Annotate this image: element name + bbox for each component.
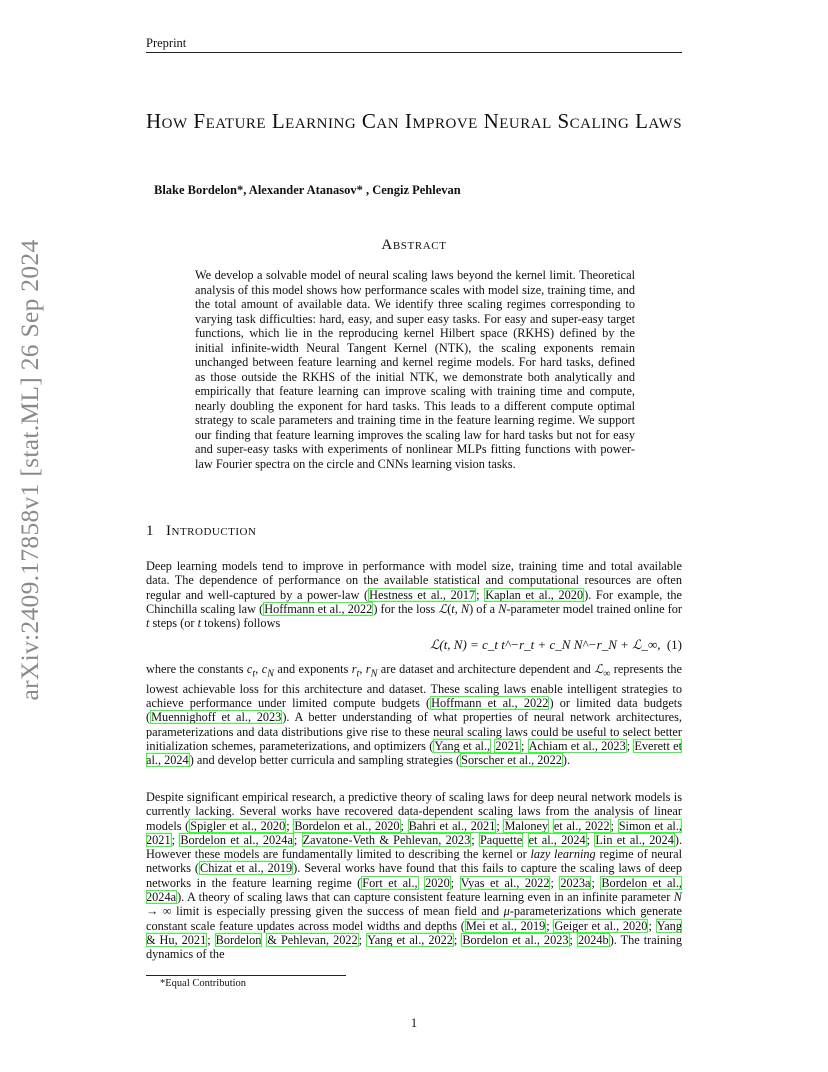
citation-link[interactable]: Yang et al., [434, 738, 491, 753]
citation-link[interactable]: Bordelon et al., 2024a [180, 832, 293, 847]
citation-link[interactable]: Paquette [479, 832, 523, 847]
footnote-rule [146, 975, 346, 976]
section-number: 1 [146, 523, 154, 539]
equation-number: (1) [666, 637, 682, 652]
section-heading [146, 523, 256, 540]
citation-link[interactable]: 2024b [577, 932, 609, 947]
equation-formula: ℒ(t, N) = c_t t^−r_t + c_N N^−r_N + ℒ_∞, [430, 637, 661, 652]
citation-link[interactable]: Vyas et al., 2022 [460, 875, 550, 890]
citation-link[interactable]: & Pehlevan, 2022 [267, 932, 358, 947]
intro-paragraph-1: Deep learning models tend to improve in performance with model size, training time and total available data. The dependence of performance on the available statistical and computational resources are often regular and well-captured by a power-law (Hestness et al., 2017; Kaplan et al., 2020). For example, the Chinchilla scaling law (Hoffmann et al., 2022) for the loss ℒ(t, N) of a N-parameter model trained online for t steps (or t tokens) follows [146, 559, 683, 631]
citation-link[interactable]: Sorscher et al., 2022 [461, 753, 562, 768]
citation-link[interactable]: Yang & Hu, 2021 [146, 918, 682, 947]
citation-link[interactable]: Bahri et al., 2021 [408, 818, 496, 833]
author-list: Blake Bordelon*, Alexander Atanasov* , Cengiz Pehlevan [154, 183, 461, 197]
citation-link[interactable]: Mei et al., 2019 [465, 918, 546, 933]
intro-paragraph-3: Despite significant empirical research, a predictive theory of scaling laws for deep neural network models is currently lacking. Several works have recovered data-dependent scaling laws from the analysis of linear models (Spigler et al., 2020; Bordelon et al., 2020; Bahri et al., 2021; Maloney et al., 2022; Simon et al., 2021; Bordelon et al., 2024a; Zavatone-Veth & Pehlevan, 2023; Paquette et al., 2024; Lin et al., 2024). However these models are fundamentally limited to describing the kernel or lazy learning regime of neural networks (Chizat et al., 2019). Several works have found that this fails to capture the scaling laws of deep networks in the feature learning regime (Fort et al., 2020; Vyas et al., 2022; 2023a; Bordelon et al., 2024a). A theory of scaling laws that can capture consistent feature learning even in an infinite parameter N → ∞ limit is especially pressing given the success of mean field and μ-parameterizations which generate constant scale feature updates across model widths and depths (Mei et al., 2019; Geiger et al., 2020; Yang & Hu, 2021; Bordelon & Pehlevan, 2022; Yang et al., 2022; Bordelon et al., 2023; 2024b). The training dynamics of the [146, 790, 683, 962]
citation-link[interactable]: Kaplan et al., 2020 [485, 587, 584, 602]
citation-link[interactable]: 2023a [560, 875, 591, 890]
citation-link[interactable]: Lin et al., 2024 [595, 832, 674, 847]
citation-link[interactable]: 2020 [425, 875, 450, 890]
equation-1 [146, 637, 682, 655]
footnote: *Equal Contribution [160, 978, 247, 989]
page-number: 1 [410, 1016, 418, 1030]
arxiv-identifier: arXiv:2409.17858v1 [stat.ML] 26 Sep 2024 [15, 239, 44, 701]
intro-paragraph-2: where the constants $c_t$, $c_N$ and exponents $r_t$, $r_N$ are dataset and architecture dependent and ℒ$_\infty$ represents the lowest achievable loss for this architecture and dataset. These scaling laws enable intelligent strategies to achieve performance under limited compute budgets (Hoffmann et al., 2022) or limited data budgets (Muennighoff et al., 2023). A better understanding of what properties of neural network architectures, parameterizations and data distributions give rise to these neural scaling laws could be useful to select better initialization schemes, parameterizations, and optimizers (Yang et al., 2021; Achiam et al., 2023; Everett et al., 2024) and develop better curricula and sampling strategies (Sorscher et al., 2022). [146, 662, 683, 768]
abstract-heading: Abstract [381, 237, 447, 253]
citation-link[interactable]: Simon et al., 2021 [146, 818, 682, 847]
citation-link[interactable]: Chizat et al., 2019 [200, 861, 293, 876]
paper-title: How Feature Learning Can Improve Neural Scaling Laws [146, 109, 683, 133]
running-header: Preprint [146, 36, 187, 50]
abstract-text: We develop a solvable model of neural scaling laws beyond the kernel limit. Theoretical analysis of this model shows how performance scales with model size, training time, and the total amount of available data. We identify three scaling regimes corresponding to varying task difficulties: hard, easy, and super easy tasks. For easy and super-easy target functions, which lie in the reproducing kernel Hilbert space (RKHS) defined by the initial infinite-width Neural Tangent Kernel (NTK), the scaling exponents remain unchanged between feature learning and kernel regime models. For hard tasks, defined as those outside the RKHS of the initial NTK, we demonstrate both analytically and empirically that feature learning can improve scaling with training time and compute, nearly doubling the exponent for hard tasks. This leads to a different compute optimal strategy to scale parameters and training time in the feature learning regime. We support our finding that feature learning improves the scaling law for hard tasks but not for easy and super-easy tasks with experiments of nonlinear MLPs fitting functions with power-law Fourier spectra on the circle and CNNs learning vision tasks. [195, 268, 635, 471]
citation-link[interactable]: 2021 [495, 738, 520, 753]
header-rule [146, 52, 682, 53]
citation-link[interactable]: Maloney [504, 818, 549, 833]
citation-link[interactable]: Bordelon et al., 2024a [146, 875, 682, 905]
citation-link[interactable]: et al., 2024 [528, 832, 586, 847]
citation-link[interactable]: Everett et al., 2024 [146, 738, 683, 768]
citation-link[interactable]: Geiger et al., 2020 [554, 918, 648, 933]
citation-link[interactable]: Hoffmann et al., 2022 [431, 696, 549, 711]
citation-link[interactable]: Bordelon [215, 932, 262, 947]
citation-link[interactable]: Achiam et al., 2023 [528, 738, 626, 753]
citation-link[interactable]: Fort et al., [362, 875, 418, 890]
citation-link[interactable]: Hestness et al., 2017 [369, 587, 476, 602]
citation-link[interactable]: Bordelon et al., 2023 [462, 932, 569, 947]
section-title: Introduction [166, 523, 257, 539]
citation-link[interactable]: et al., 2022 [553, 818, 610, 833]
citation-link[interactable]: Bordelon et al., 2020 [294, 818, 400, 833]
citation-link[interactable]: Spigler et al., 2020 [190, 818, 286, 833]
citation-link[interactable]: Zavatone-Veth & Pehlevan, 2023 [302, 832, 471, 847]
citation-link[interactable]: Hoffmann et al., 2022 [264, 601, 373, 616]
citation-link[interactable]: Muennighoff et al., 2023 [151, 710, 282, 725]
citation-link[interactable]: Yang et al., 2022 [367, 932, 453, 947]
